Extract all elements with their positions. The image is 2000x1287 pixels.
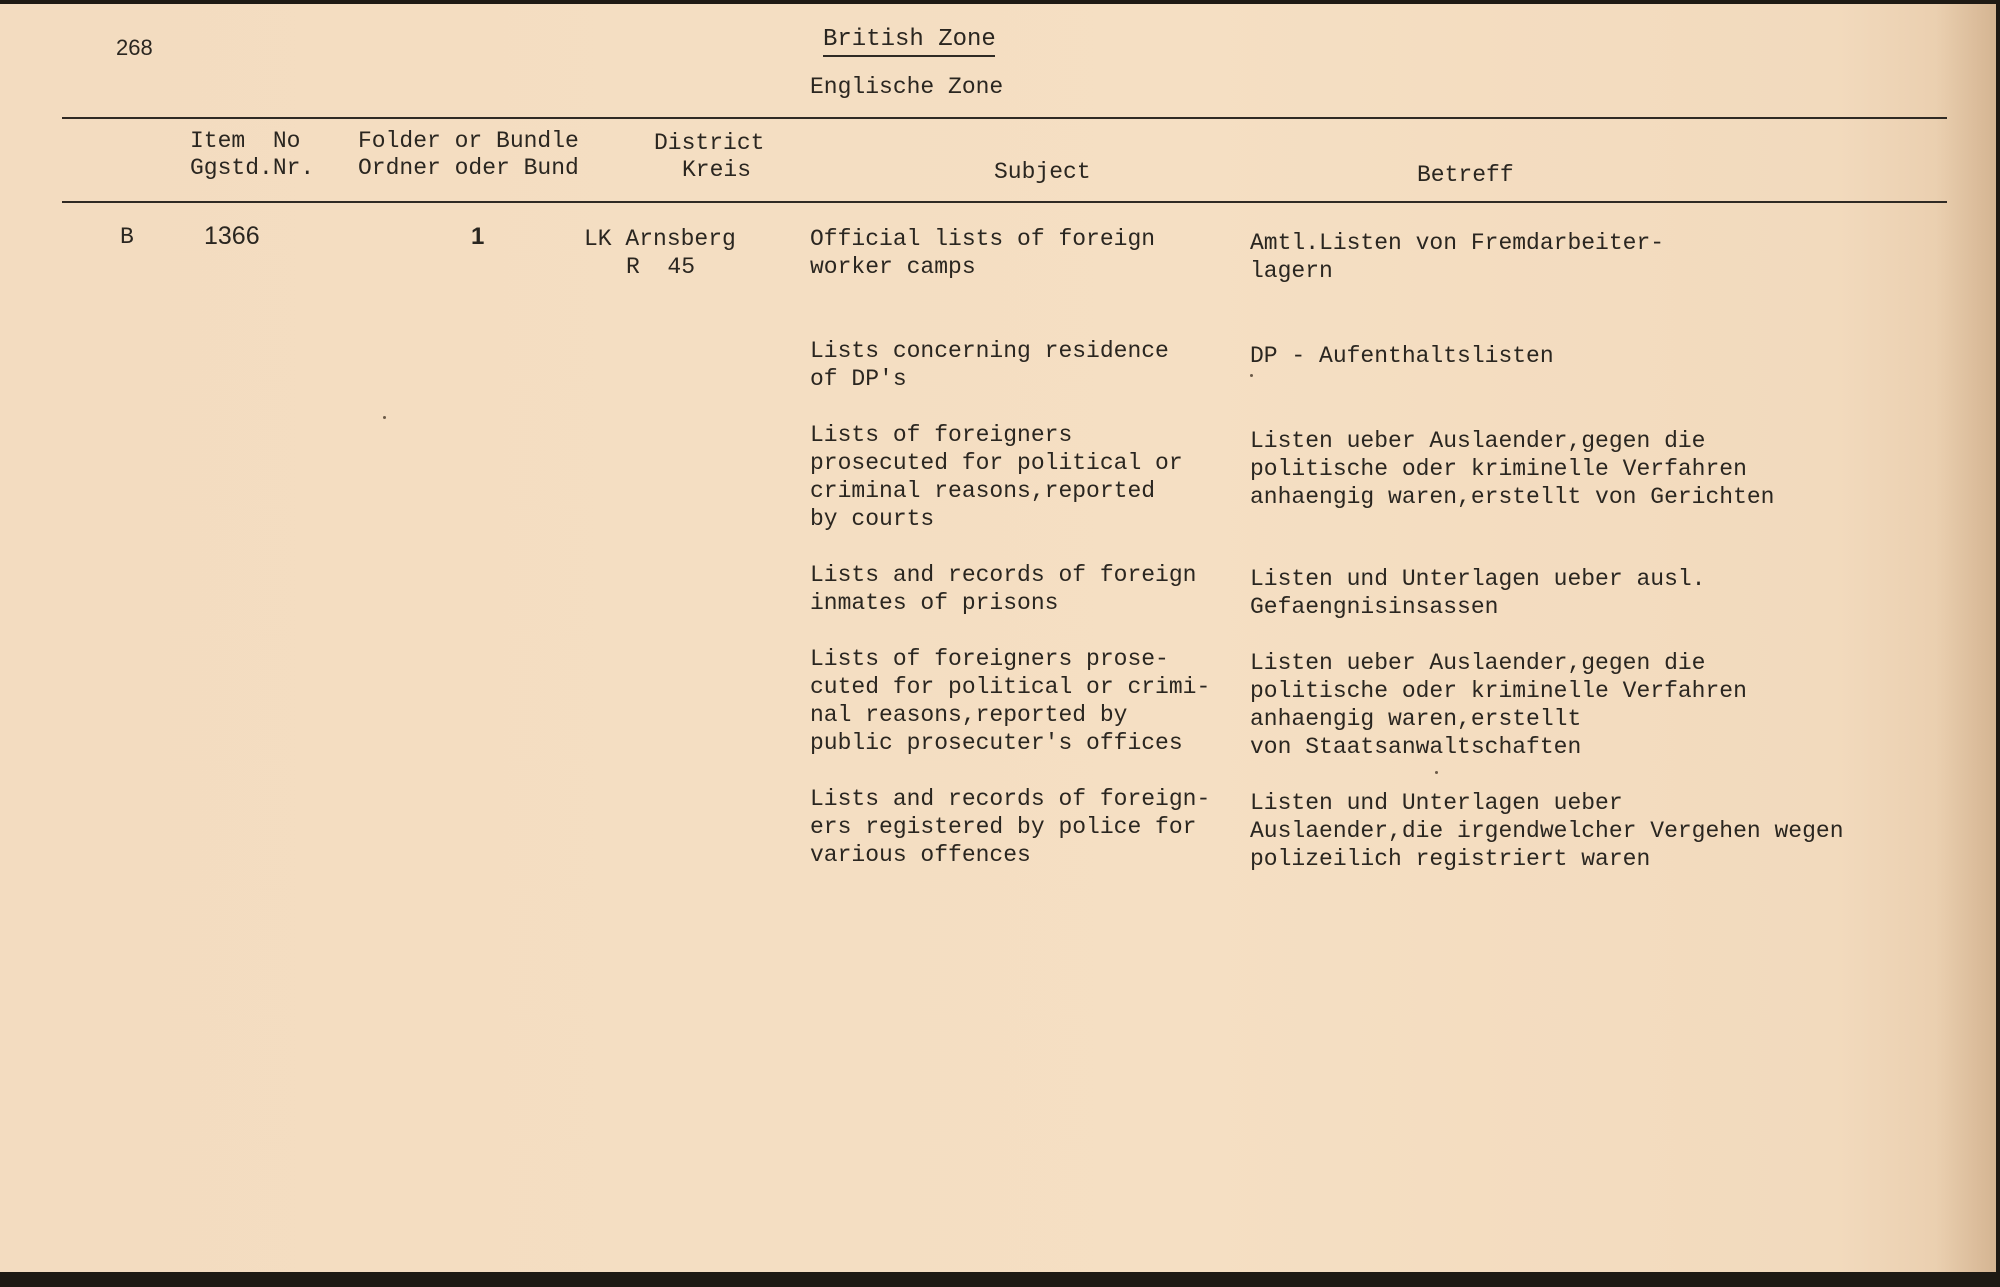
entry-subject-line: worker camps — [810, 254, 976, 280]
header-rule-bottom — [62, 201, 1947, 203]
entry-betreff-line: Listen und Unterlagen ueber — [1250, 790, 1623, 816]
entry-betreff-line: anhaengig waren,erstellt von Gerichten — [1250, 484, 1775, 510]
entry-betreff-line: lagern — [1250, 258, 1333, 284]
entry-betreff-line: Listen ueber Auslaender,gegen die — [1250, 428, 1706, 454]
entry-betreff-line: Listen ueber Auslaender,gegen die — [1250, 650, 1706, 676]
header-item-no: Item No — [190, 128, 301, 154]
entry-subject-line: criminal reasons,reported — [810, 478, 1156, 504]
entry-subject-line: inmates of prisons — [810, 590, 1059, 616]
entry-subject-line: nal reasons,reported by — [810, 702, 1128, 728]
entry-betreff-line: von Staatsanwaltschaften — [1250, 734, 1582, 760]
zone-title-underline — [823, 55, 995, 57]
record-folder: 1 — [471, 223, 485, 250]
record-district: LK Arnsberg — [584, 226, 736, 252]
zone-subtitle: Englische Zone — [810, 74, 1004, 100]
entry-subject-line: by courts — [810, 506, 935, 532]
record-item-no: 1366 — [204, 222, 260, 250]
header-folder-german: Ordner oder Bund — [358, 155, 579, 181]
zone-title: British Zone — [823, 26, 996, 53]
entry-betreff-line: DP - Aufenthaltslisten — [1250, 343, 1554, 369]
header-district: District — [654, 130, 765, 156]
entry-subject-line: cuted for political or crimi- — [810, 674, 1211, 700]
header-rule-top — [62, 117, 1947, 119]
entry-betreff-line: polizeilich registriert waren — [1250, 846, 1651, 872]
entry-betreff-line: politische oder kriminelle Verfahren — [1250, 456, 1747, 482]
entry-betreff-line: Gefaengnisinsassen — [1250, 594, 1499, 620]
header-district-german: Kreis — [682, 157, 752, 183]
entry-subject-line: Lists and records of foreign- — [810, 786, 1211, 812]
entry-subject-line: Lists concerning residence — [810, 338, 1169, 364]
document-page — [0, 4, 1996, 1272]
entry-subject-line: ers registered by police for — [810, 814, 1197, 840]
entry-betreff-line: Amtl.Listen von Fremdarbeiter- — [1250, 230, 1665, 256]
entry-subject-line: Lists of foreigners prose- — [810, 646, 1169, 672]
paper-speck — [1435, 771, 1438, 774]
entry-betreff-line: politische oder kriminelle Verfahren — [1250, 678, 1747, 704]
entry-subject-line: public prosecuter's offices — [810, 730, 1183, 756]
record-district-code: R 45 — [626, 254, 696, 280]
entry-subject-line: prosecuted for political or — [810, 450, 1183, 476]
entry-betreff-line: Listen und Unterlagen ueber ausl. — [1250, 566, 1706, 592]
entry-betreff-line: anhaengig waren,erstellt — [1250, 706, 1582, 732]
paper-speck — [383, 416, 386, 419]
page-edge-shading — [1936, 4, 1996, 1272]
header-folder: Folder or Bundle — [358, 128, 579, 154]
record-series: B — [120, 224, 134, 250]
entry-subject-line: Official lists of foreign — [810, 226, 1156, 252]
page-number: 268 — [116, 35, 153, 60]
entry-subject-line: Lists and records of foreign — [810, 562, 1197, 588]
header-betreff: Betreff — [1417, 162, 1514, 188]
entry-betreff-line: Auslaender,die irgendwelcher Vergehen wegen — [1250, 818, 1844, 844]
entry-subject-line: various offences — [810, 842, 1031, 868]
header-item-no-german: Ggstd.Nr. — [190, 155, 315, 181]
entry-subject-line: Lists of foreigners — [810, 422, 1073, 448]
entry-subject-line: of DP's — [810, 366, 907, 392]
paper-speck — [1250, 374, 1253, 377]
header-subject: Subject — [994, 159, 1091, 185]
